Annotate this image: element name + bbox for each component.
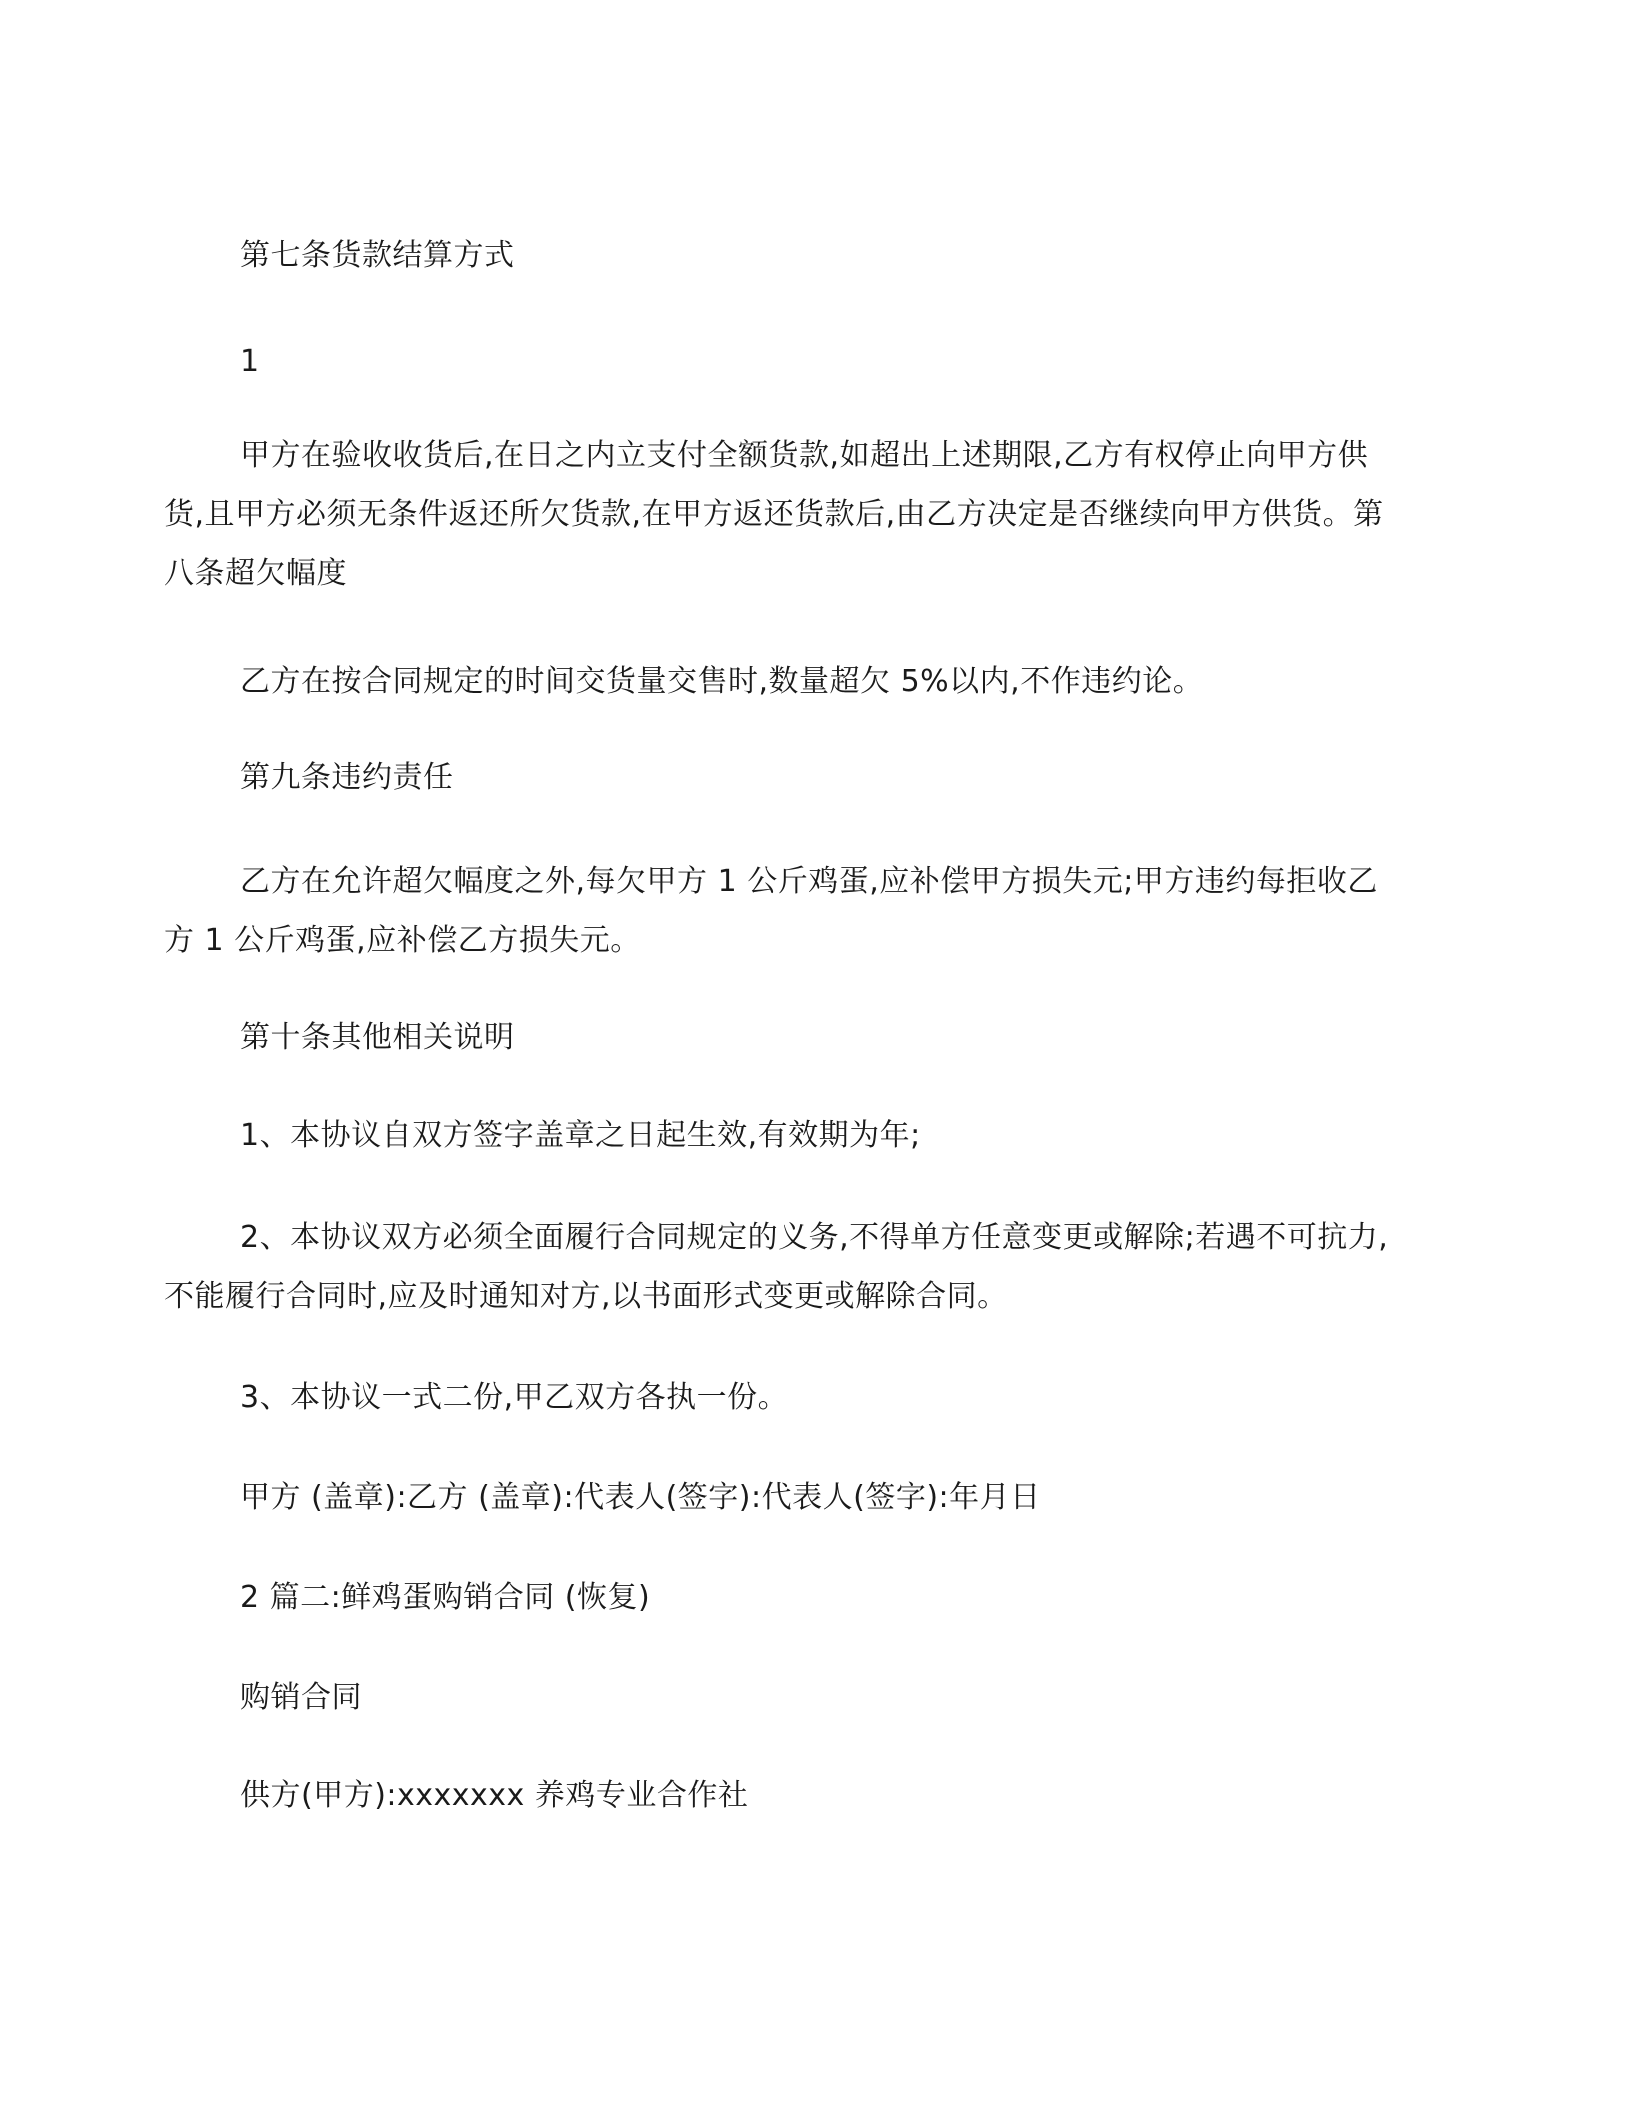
part-2-title: 购销合同 xyxy=(240,1680,362,1715)
article-10-item-1: 1、本协议自双方签字盖章之日起生效,有效期为年; xyxy=(240,1118,921,1153)
article-10-title: 第十条其他相关说明 xyxy=(240,1020,515,1055)
part-2-supplier: 供方(甲方):xxxxxxx 养鸡专业合作社 xyxy=(240,1778,749,1813)
article-10-item-2: 2、本协议双方必须全面履行合同规定的义务,不得单方任意变更或解除;若遇不可抗力,不能履行合同时,应及时通知对方,以书面形式变更或解除合同。 xyxy=(164,1220,1389,1314)
article-10-item-3: 3、本协议一式二份,甲乙双方各执一份。 xyxy=(240,1380,789,1415)
signature-line: 甲方 (盖章):乙方 (盖章):代表人(签字):代表人(签字):年月日 xyxy=(240,1480,1041,1515)
part-2-heading: 2 篇二:鲜鸡蛋购销合同 (恢复) xyxy=(240,1580,651,1615)
article-7-number: 1 xyxy=(240,344,260,379)
article-9-body: 乙方在允许超欠幅度之外,每欠甲方 1 公斤鸡蛋,应补偿甲方损失元;甲方违约每拒收乙方 1 公斤鸡蛋,应补偿乙方损失元。 xyxy=(164,864,1378,958)
article-9-title: 第九条违约责任 xyxy=(240,760,454,795)
article-7-body: 甲方在验收收货后,在日之内立支付全额货款,如超出上述期限,乙方有权停止向甲方供货,且甲方必须无条件返还所欠货款,在甲方返还货款后,由乙方决定是否继续向甲方供货。第八条超欠幅度 xyxy=(164,438,1384,591)
article-7-title: 第七条货款结算方式 xyxy=(240,238,515,273)
article-8-body: 乙方在按合同规定的时间交货量交售时,数量超欠 5%以内,不作违约论。 xyxy=(240,664,1204,699)
